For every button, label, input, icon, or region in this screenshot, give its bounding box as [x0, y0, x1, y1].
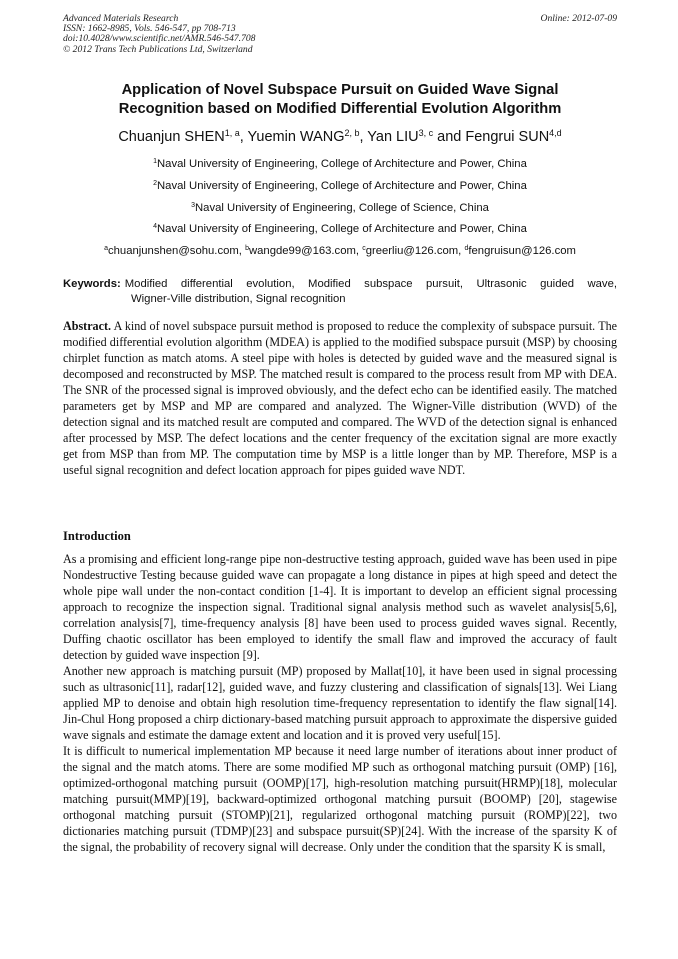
email-mark: d: [464, 245, 469, 253]
affiliation-4: [63, 222, 617, 236]
author-affiliation-mark: 2, b: [344, 128, 360, 139]
abstract-label: Abstract.: [63, 319, 112, 333]
paragraph: As a promising and efficient long-range pipe non-destructive testing approach, guided wave has been used in pipe Nondestructive Testing because guided wave can propagate a long distance in pipes at high speed and detect the whole pipe wall under the non-contact condition [1-4]. It is important to develop an efficient signal processing approach to recognize the inspection signal. Traditional signal analysis method such as wavelet analysis[5,6], correlation analysis[7], time-frequency analysis [8] have been used to process guided waves signal. Recently, Duffing chaotic oscillator has been employed to identify the small flaw and improved the accuracy of fault detection by guided wave inspection [9].: [63, 552, 617, 662]
section-heading-introduction: Introduction: [63, 529, 131, 543]
online-date: Online: 2012-07-09: [540, 13, 617, 24]
email-link[interactable]: fengruisun@126.com: [468, 245, 576, 257]
email-link[interactable]: wangde99@163.com: [248, 245, 356, 257]
affiliation-number: 3: [191, 202, 196, 210]
email-mark: c: [362, 245, 366, 253]
email-link[interactable]: chuanjunshen@sohu.com: [107, 245, 239, 257]
affiliation-number: 1: [153, 158, 158, 166]
author-affiliation-mark: 4,d: [549, 128, 562, 139]
affiliation-text: Naval University of Engineering, College of Architecture and Power, China: [157, 158, 527, 170]
title-line-2: Recognition based on Modified Differential Evolution Algorithm: [118, 100, 562, 117]
affiliation-text: Naval University of Engineering, College of Science, China: [195, 202, 489, 214]
abstract: [63, 318, 617, 478]
affiliation-number: 2: [153, 180, 158, 188]
author-name: Chuanjun SHEN: [118, 129, 225, 145]
author-separator: and: [433, 129, 466, 145]
issn-line: ISSN: 1662-8985, Vols. 546-547, pp 708-713: [63, 23, 236, 35]
copyright-line: © 2012 Trans Tech Publications Ltd, Switzerland: [63, 43, 253, 55]
email-mark: a: [104, 245, 108, 253]
affiliation-1: [63, 157, 617, 171]
author-name: Yuemin WANG: [247, 129, 345, 145]
doi-line: doi:10.4028/www.scientific.net/AMR.546-547.708: [63, 33, 256, 45]
introduction-body: [63, 551, 617, 855]
keywords-label: Keywords:: [63, 278, 121, 290]
author-affiliation-mark: 3, c: [418, 128, 434, 139]
affiliation-number: 4: [153, 223, 158, 231]
author-name: Fengrui SUN: [465, 129, 550, 145]
affiliation-3: [63, 201, 617, 215]
keywords-block: [63, 277, 617, 306]
author-name: Yan LIU: [367, 129, 419, 145]
email-link[interactable]: greerliu@126.com: [365, 245, 459, 257]
author-affiliation-mark: 1, a: [224, 128, 240, 139]
keywords-line-1: Modified differential evolution, Modified subspace pursuit, Ultrasonic guided wave,: [124, 278, 617, 290]
abstract-text: A kind of novel subspace pursuit method is proposed to reduce the complexity of subspace pursuit. The modified differential evolution algorithm (MDEA) is applied to the modified subspace pursuit (MSP) by choosing chirplet function as match atoms. A steel pipe with holes is detected by guided wave and the measured signal is decomposed and reconstructed by MSP. The matched result is compared to the process result from MP with DEA. The SNR of the processed signal is improved obviously, and the defect echo can be identified easily. The matched parameters get by MSP and MP are compared and analyzed. The Wigner-Ville distribution (WVD) of the detection signal and its matched result are computed and compared. The WVD of the detection signal is enhanced after processed by MSP. The defect locations and the center frequency of the excitation signal are more exactly get from MSP than from MP. The computation time by MSP is a little longer than by MP. Therefore, MSP is a useful signal recognition and defect location approach for pipes guided wave NDT.: [63, 319, 617, 477]
author-separator: ,: [239, 129, 248, 145]
running-header: [63, 14, 617, 55]
paragraph: Another new approach is matching pursuit (MP) proposed by Mallat[10], it have been used in signal processing such as ultrasonic[11], radar[12], guided wave, and fuzzy clustering and classification of signals[13]. Wei Liang applied MP to denoise and obtain high resolution time-frequency representation to identify the flaw signal[14]. Jin-Chul Hong proposed a chirp dictionary-based matching pursuit approach to approximate the dispersive guided wave signals and estimate the damage extent and location and it is proved very useful[15].: [63, 664, 617, 742]
paragraph: It is difficult to numerical implementation MP because it need large number of iterations about inner product of the signal and the match atoms. There are some modified MP such as orthogonal matching pursuit (OMP) [16], optimized-orthogonal matching pursuit (OOMP)[17], high-resolution matching pursuit(HRMP)[18], molecular matching pursuit(MMP)[19], backward-optimized orthogonal matching pursuit (BOOMP) [20], stagewise orthogonal matching pursuit (STOMP)[21], regularized orthogonal matching pursuit (ROMP)[22], two dictionaries matching pursuit (TDMP)[23] and subspace pursuit(SP)[24]. With the increase of the sparsity K of the signal, the probability of recovery signal will decrease. Only under the condition that the sparsity K is small,: [63, 744, 617, 854]
keywords-line-2: Wigner-Ville distribution, Signal recognition: [131, 292, 346, 305]
title-line-1: Application of Novel Subspace Pursuit on Guided Wave Signal: [121, 82, 559, 98]
email-mark: b: [245, 245, 249, 253]
affiliation-2: [63, 179, 617, 193]
journal-name: Advanced Materials Research: [63, 13, 179, 24]
affiliation-text: Naval University of Engineering, College of Architecture and Power, China: [157, 180, 527, 192]
paper-title: [63, 81, 617, 118]
affiliation-text: Naval University of Engineering, College of Architecture and Power, China: [157, 223, 527, 235]
author-separator: ,: [359, 129, 368, 145]
author-list: [63, 128, 617, 146]
email-list: $^a$chuanjunshen@sohu.com, $^b$wangde99@163.com, $^c$greerliu@126.com, $^d$fengruisun@126.com: [104, 245, 576, 257]
